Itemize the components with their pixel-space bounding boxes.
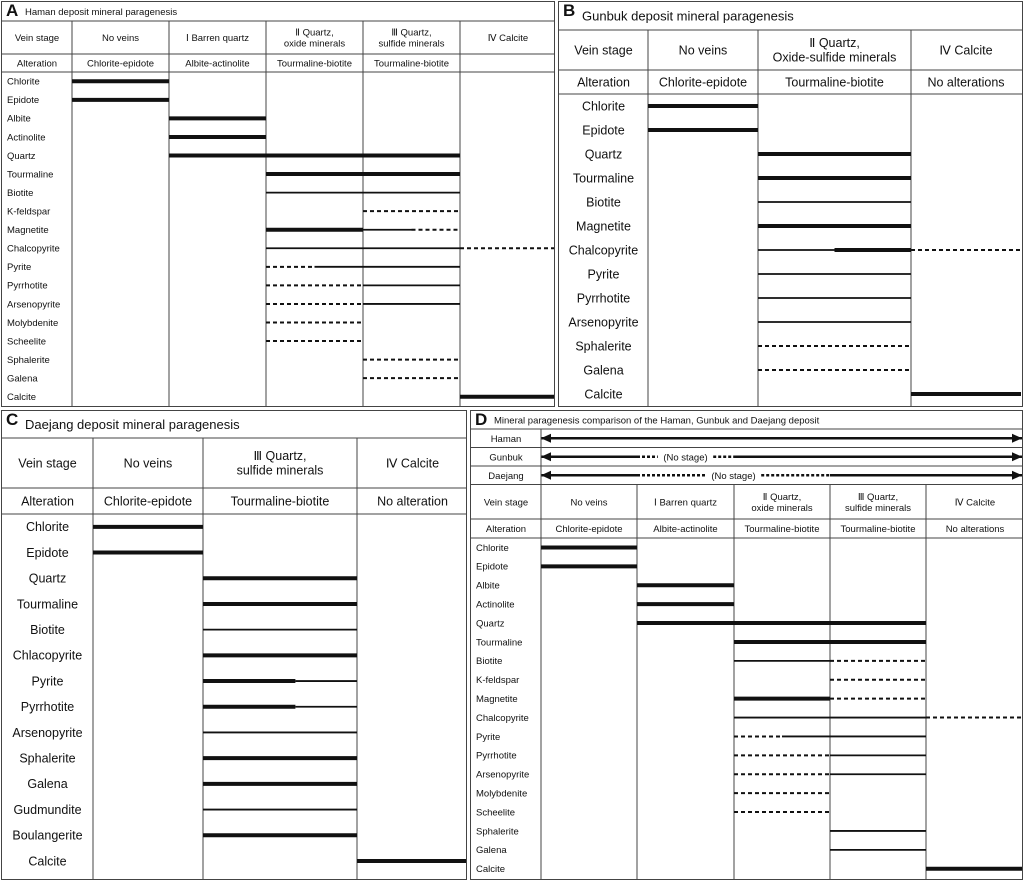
stage-header: Oxide-sulfide minerals	[772, 50, 897, 65]
alteration-label: Alteration	[577, 75, 630, 90]
mineral-label-biotite: Biotite	[476, 656, 503, 668]
vein-stage-label: Vein stage	[14, 32, 60, 44]
mineral-label-chlorite: Chlorite	[476, 542, 509, 554]
stage-header: No veins	[123, 456, 173, 471]
mineral-label-actinolite: Actinolite	[7, 132, 46, 144]
mineral-label-pyrrhotite: Pyrrhotite	[7, 280, 48, 292]
stage-header: Ⅲ Quartz,	[857, 491, 899, 503]
mineral-label-calcite: Calcite	[7, 392, 37, 404]
stage-header: No veins	[570, 497, 608, 509]
panel-haman	[1, 1, 555, 407]
panel-letter: C	[6, 411, 19, 429]
deposit-range-label-daejang: Daejang	[488, 470, 524, 482]
mineral-label-chlacopyrite: Chlacopyrite	[12, 648, 83, 663]
mineral-label-biotite: Biotite	[30, 623, 65, 638]
no-stage-label: (No stage)	[663, 452, 708, 464]
mineral-label-pyrrhotite: Pyrrhotite	[476, 750, 517, 762]
paragenesis-chart	[559, 2, 1022, 406]
mineral-label-tourmaline: Tourmaline	[16, 597, 79, 612]
mineral-label-magnetite: Magnetite	[576, 219, 631, 234]
stage-header: oxide minerals	[751, 502, 813, 514]
mineral-label-quartz: Quartz	[7, 150, 36, 162]
mineral-label-tourmaline: Tourmaline	[476, 637, 523, 649]
alteration-header: Tourmaline-biotite	[840, 523, 916, 535]
mineral-label-chlorite: Chlorite	[7, 76, 40, 88]
stage-header: Ⅲ Quartz,	[253, 449, 307, 464]
mineral-label-biotite: Biotite	[7, 187, 34, 199]
range-arrow-right	[1012, 452, 1022, 461]
alteration-header: Tourmaline-biotite	[785, 75, 884, 90]
mineral-label-magnetite: Magnetite	[476, 693, 518, 705]
mineral-label-arsenopyrite: Arsenopyrite	[476, 769, 530, 781]
mineral-label-galena: Galena	[476, 845, 507, 857]
alteration-label: Alteration	[21, 494, 74, 509]
panel-title: Mineral paragenesis comparison of the Haman, Gunbuk and Daejang deposit	[494, 415, 820, 427]
panel-title: Daejang deposit mineral paragenesis	[25, 417, 240, 433]
stage-header: oxide minerals	[283, 38, 346, 50]
mineral-label-pyrite: Pyrite	[587, 267, 620, 282]
mineral-label-boulangerite: Boulangerite	[12, 828, 83, 843]
vein-stage-label: Vein stage	[574, 43, 633, 58]
stage-header: Ⅳ Calcite	[385, 456, 440, 471]
stage-header: Ⅳ Calcite	[487, 32, 529, 44]
alteration-header: Albite-actinolite	[653, 523, 718, 535]
stage-header: Ⅱ Quartz,	[809, 36, 860, 51]
mineral-label-pyrite: Pyrite	[7, 262, 32, 274]
panel-gunbuk	[558, 1, 1023, 407]
mineral-label-pyrite: Pyrite	[476, 731, 501, 743]
mineral-label-scheelite: Scheelite	[476, 807, 516, 819]
stage-header: Ⅲ Quartz,	[391, 27, 432, 39]
mineral-label-molybdenite: Molybdenite	[7, 317, 59, 329]
range-arrow-left	[541, 471, 551, 480]
mineral-label-epidote: Epidote	[582, 123, 625, 138]
mineral-label-sphalerite: Sphalerite	[476, 826, 519, 838]
paragenesis-chart	[2, 411, 466, 879]
stage-header: Ⅰ Barren quartz	[654, 497, 717, 509]
stage-header: sulfide minerals	[378, 38, 445, 50]
vein-stage-label: Vein stage	[18, 456, 77, 471]
alteration-header: Chlorite-epidote	[103, 494, 193, 509]
alteration-label: Alteration	[485, 523, 527, 535]
alteration-header: Tourmaline-biotite	[277, 58, 352, 70]
mineral-label-chalcopyrite: Chalcopyrite	[568, 243, 639, 258]
range-arrow-right	[1012, 434, 1022, 443]
mineral-label-albite: Albite	[7, 113, 31, 125]
mineral-label-quartz: Quartz	[584, 147, 623, 162]
mineral-label-gudmundite: Gudmundite	[13, 802, 82, 817]
mineral-label-sphalerite: Sphalerite	[7, 354, 50, 366]
mineral-label-magnetite: Magnetite	[7, 225, 49, 237]
mineral-label-quartz: Quartz	[28, 571, 67, 586]
mineral-label-pyrite: Pyrite	[31, 674, 64, 689]
deposit-range-label-haman: Haman	[490, 433, 522, 445]
mineral-label-chlorite: Chlorite	[581, 99, 626, 114]
mineral-label-albite: Albite	[476, 580, 500, 592]
alteration-header: Tourmaline-biotite	[374, 58, 449, 70]
mineral-label-k-feldspar: K-feldspar	[7, 206, 51, 218]
mineral-label-epidote: Epidote	[7, 95, 40, 107]
alteration-header: No alterations	[945, 523, 1005, 535]
stage-header: Ⅱ Quartz,	[295, 27, 334, 39]
mineral-label-galena: Galena	[583, 363, 624, 378]
alteration-header: No alteration	[377, 494, 448, 509]
range-arrow-left	[541, 452, 551, 461]
stage-header: Ⅳ Calcite	[954, 497, 996, 509]
panel-letter: D	[475, 411, 488, 429]
mineral-label-biotite: Biotite	[586, 195, 621, 210]
mineral-label-pyrrhotite: Pyrrhotite	[20, 700, 75, 715]
mineral-label-arsenopyrite: Arsenopyrite	[12, 725, 83, 740]
mineral-label-molybdenite: Molybdenite	[476, 788, 528, 800]
mineral-label-k-feldspar: K-feldspar	[476, 675, 520, 687]
stage-header: No veins	[678, 43, 728, 58]
alteration-header: No alterations	[927, 75, 1005, 90]
mineral-label-epidote: Epidote	[26, 545, 69, 560]
mineral-label-pyrrhotite: Pyrrhotite	[576, 291, 631, 306]
stage-header: Ⅱ Quartz,	[762, 491, 802, 503]
alteration-header: Chlorite-epidote	[555, 523, 623, 535]
panel-title: Gunbuk deposit mineral paragenesis	[582, 8, 794, 24]
range-arrow-left	[541, 434, 551, 443]
mineral-label-arsenopyrite: Arsenopyrite	[7, 299, 61, 311]
mineral-label-scheelite: Scheelite	[7, 336, 47, 348]
mineral-label-sphalerite: Sphalerite	[575, 339, 632, 354]
panel-letter: A	[6, 2, 19, 20]
range-arrow-right	[1012, 471, 1022, 480]
stage-header: No veins	[102, 32, 139, 44]
alteration-header: Chlorite-epidote	[86, 58, 155, 70]
mineral-label-galena: Galena	[7, 373, 38, 385]
mineral-label-calcite: Calcite	[28, 854, 67, 869]
panel-title: Haman deposit mineral paragenesis	[25, 6, 178, 18]
mineral-label-calcite: Calcite	[584, 387, 623, 402]
stage-header: Ⅰ Barren quartz	[186, 32, 249, 44]
mineral-label-tourmaline: Tourmaline	[572, 171, 635, 186]
mineral-label-calcite: Calcite	[476, 864, 506, 876]
alteration-header: Chlorite-epidote	[658, 75, 748, 90]
no-stage-label: (No stage)	[711, 470, 756, 482]
paragenesis-chart	[471, 411, 1022, 879]
panel-comparison	[470, 410, 1023, 880]
mineral-label-chalcopyrite: Chalcopyrite	[7, 243, 60, 255]
mineral-label-epidote: Epidote	[476, 561, 509, 573]
panel-daejang	[1, 410, 467, 880]
vein-stage-label: Vein stage	[483, 497, 529, 509]
stage-header: sulfide minerals	[845, 502, 911, 514]
mineral-label-galena: Galena	[27, 777, 68, 792]
mineral-label-arsenopyrite: Arsenopyrite	[568, 315, 639, 330]
stage-header: Ⅳ Calcite	[939, 43, 993, 58]
mineral-label-actinolite: Actinolite	[476, 599, 515, 611]
alteration-header: Tourmaline-biotite	[230, 494, 330, 509]
paragenesis-chart	[2, 2, 554, 406]
mineral-label-chalcopyrite: Chalcopyrite	[476, 712, 529, 724]
deposit-range-label-gunbuk: Gunbuk	[489, 452, 523, 464]
alteration-label: Alteration	[16, 58, 58, 70]
alteration-header: Albite-actinolite	[185, 58, 250, 70]
mineral-label-quartz: Quartz	[476, 618, 505, 630]
mineral-label-sphalerite: Sphalerite	[19, 751, 76, 766]
alteration-header: Tourmaline-biotite	[744, 523, 820, 535]
stage-header: sulfide minerals	[236, 463, 324, 478]
mineral-label-tourmaline: Tourmaline	[7, 169, 54, 181]
mineral-label-chlorite: Chlorite	[25, 520, 70, 535]
panel-letter: B	[563, 2, 576, 20]
